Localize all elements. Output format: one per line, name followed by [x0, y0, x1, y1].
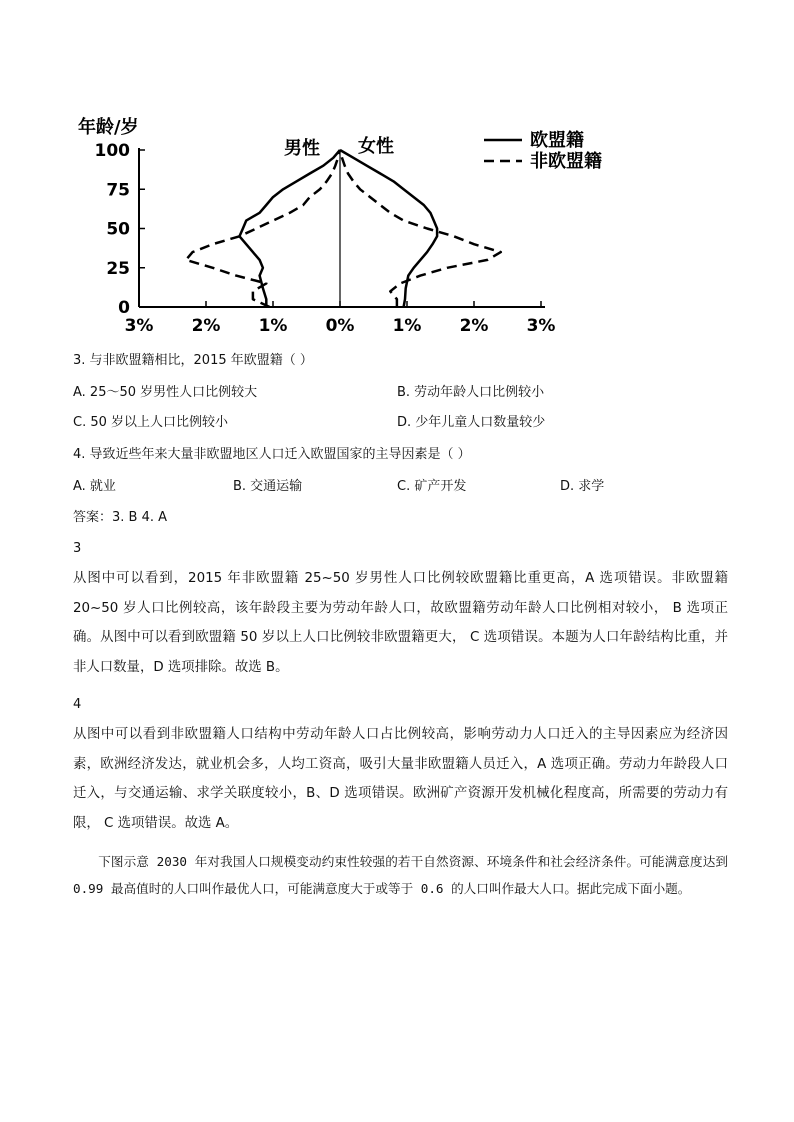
y-tick-label: 0: [118, 298, 130, 318]
chart-series: [186, 150, 501, 307]
legend-eu-label: 欧盟籍: [530, 130, 584, 151]
q3-stem: 3. 与非欧盟籍相比，2015 年欧盟籍（ ）: [73, 353, 313, 368]
series-0-female-line: [340, 150, 437, 307]
q3-option-b: B. 劳动年龄人口比例较小: [397, 385, 545, 400]
population-pyramid-chart: [60, 105, 602, 337]
y-ticks: [95, 141, 146, 318]
solution-4-text: 从图中可以看到非欧盟籍人口结构中劳动年龄人口占比例较高，影响劳动力人口迁入的主导因素应为经济因素，欧洲经济发达，就业机会多，人均工资高，吸引大量非欧盟籍人员迁入，A 选项正确。劳动力年龄段人口迁入，与交通运输、求学关联度较小，B、D 选项错误。欧洲矿产资源开发机械化程度高，所需要的劳动力有限， C 选项错误。故选 A。: [73, 727, 728, 831]
right-label-female: 女性: [358, 136, 394, 157]
q3-option-d: D. 少年儿童人口数量较少: [397, 415, 546, 430]
x-tick-label: 3%: [124, 316, 154, 336]
q4-stem: 4. 导致近些年来大量非欧盟地区人口迁入欧盟国家的主导因素是（ ）: [73, 447, 471, 462]
x-tick-label: 1%: [392, 316, 422, 336]
q4-option-c: C. 矿产开发: [397, 479, 467, 494]
answer-line: 答案：3. B 4. A: [73, 510, 168, 525]
q4-option-d: D. 求学: [560, 479, 605, 494]
series-0-male-line: [240, 150, 341, 307]
chart-axes: [139, 148, 545, 307]
series-1-male-line: [186, 150, 340, 307]
q3-option-c: C. 50 岁以上人口比例较小: [73, 415, 229, 430]
chart-legend: [484, 129, 602, 172]
q4-option-a: A. 就业: [73, 479, 116, 494]
intro-paragraph: 下图示意 2030 年对我国人口规模变动约束性较强的若干自然资源、环境条件和社会经济条件。可能满意度达到 0.99 最高值时的人口叫作最优人口，可能满意度大于或等于 0.6 的人口叫作最大人口。据此完成下面小题。: [73, 854, 728, 896]
y-tick-label: 100: [94, 141, 130, 161]
solution-4-number: 4: [73, 697, 82, 712]
y-tick-label: 25: [106, 258, 130, 279]
solution-3-number: 3: [73, 541, 82, 556]
x-tick-label: 2%: [191, 316, 221, 336]
y-tick-label: 50: [106, 219, 130, 240]
x-tick-label: 1%: [258, 316, 288, 336]
x-tick-label: 0%: [325, 316, 355, 336]
solution-3-text: 从图中可以看到，2015 年非欧盟籍 25~50 岁男性人口比例较欧盟籍比重更高，A 选项错误。非欧盟籍 20~50 岁人口比例较高，该年龄段主要为劳动年龄人口，故欧盟籍劳动年龄人口比例相对较小， B 选项正确。从图中可以看到欧盟籍 50 岁以上人口比例较非欧盟籍更大， C 选项错误。本题为人口年龄结构比重，并非人口数量，D 选项排除。故选 B。: [73, 571, 728, 675]
q4-option-b: B. 交通运输: [233, 479, 303, 494]
x-tick-label: 2%: [459, 316, 489, 336]
q3-option-a: A. 25～50 岁男性人口比例较大: [73, 385, 258, 400]
legend-non-eu-label: 非欧盟籍: [530, 151, 602, 172]
y-axis-label: 年龄/岁: [78, 117, 139, 138]
x-tick-label: 3%: [526, 316, 556, 336]
left-label-male: 男性: [284, 138, 320, 159]
series-1-female-line: [340, 150, 501, 307]
y-tick-label: 75: [106, 180, 130, 201]
